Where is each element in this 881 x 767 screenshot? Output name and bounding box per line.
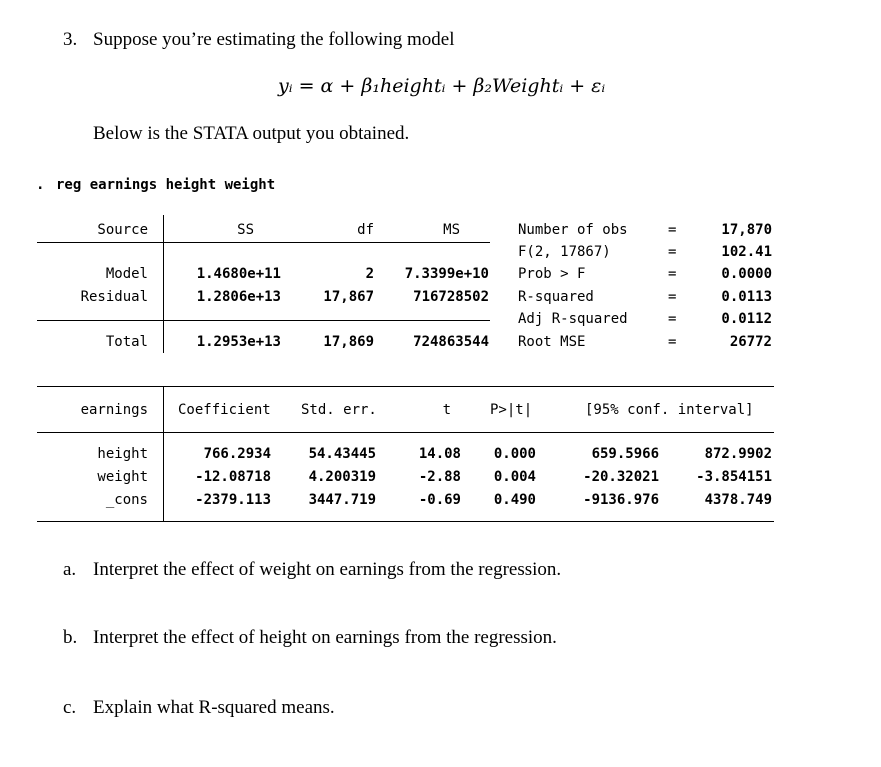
stat-equals: = <box>668 244 677 260</box>
coef-row-se: 54.43445 <box>308 446 376 462</box>
part-a-text: Interpret the effect of weight on earnings from the regression. <box>93 559 562 580</box>
stat-value: 0.0000 <box>721 266 772 282</box>
command-text: reg earnings height weight <box>56 177 276 193</box>
coef-row-p: 0.490 <box>493 492 536 508</box>
question-number: 3. <box>63 29 78 50</box>
coef-row-ci-upper: -3.854151 <box>696 469 772 485</box>
coef-header-ci: [95% conf. interval] <box>585 402 754 418</box>
coef-header-stderr: Std. err. <box>301 402 377 418</box>
coef-vertical-divider <box>163 386 164 522</box>
question-prompt: Suppose you’re estimating the following model <box>93 29 455 50</box>
anova-header-rule <box>37 242 490 243</box>
anova-row-ms: 724863544 <box>413 334 489 350</box>
coef-row-coef: -12.08718 <box>195 469 271 485</box>
anova-header-ms: MS <box>443 222 460 238</box>
stat-value: 0.0112 <box>721 311 772 327</box>
anova-row-ms: 7.3399e+10 <box>404 266 489 282</box>
anova-row-ss: 1.2953e+13 <box>196 334 281 350</box>
coef-row-ci-lower: 659.5966 <box>591 446 659 462</box>
part-c-text: Explain what R-squared means. <box>93 697 335 718</box>
stat-equals: = <box>668 311 677 327</box>
stat-label: Adj R-squared <box>518 311 628 327</box>
stat-equals: = <box>668 222 677 238</box>
stat-equals: = <box>668 266 677 282</box>
part-c-letter: c. <box>63 697 77 718</box>
stat-value: 102.41 <box>721 244 772 260</box>
coef-row-se: 4.200319 <box>308 469 376 485</box>
coef-row-t: 14.08 <box>418 446 461 462</box>
coef-row-var: _cons <box>105 492 148 508</box>
coef-row-ci-upper: 4378.749 <box>704 492 772 508</box>
anova-header-ss: SS <box>237 222 254 238</box>
anova-row-df: 17,867 <box>323 289 374 305</box>
question-intro: Below is the STATA output you obtained. <box>93 123 410 144</box>
coef-row-coef: 766.2934 <box>203 446 271 462</box>
anova-row-ss: 1.4680e+11 <box>196 266 281 282</box>
anova-row-source: Model <box>105 266 148 282</box>
coef-header-coefficient: Coefficient <box>178 402 271 418</box>
coef-row-p: 0.000 <box>493 446 536 462</box>
anova-total-rule <box>37 320 490 321</box>
coef-top-rule <box>37 386 774 387</box>
stat-label: R-squared <box>518 289 594 305</box>
anova-header-df: df <box>357 222 374 238</box>
anova-row-source: Residual <box>80 289 148 305</box>
coef-row-ci-upper: 872.9902 <box>704 446 772 462</box>
model-equation <box>278 75 605 97</box>
part-b-letter: b. <box>63 627 78 648</box>
coef-row-var: height <box>97 446 148 462</box>
stat-equals: = <box>668 334 677 350</box>
coef-header-p: P>|t| <box>490 402 533 418</box>
anova-vertical-divider <box>163 215 164 353</box>
stat-value: 0.0113 <box>721 289 772 305</box>
stat-label: Root MSE <box>518 334 586 350</box>
coef-row-p: 0.004 <box>493 469 536 485</box>
anova-row-ss: 1.2806e+13 <box>196 289 281 305</box>
stat-label: Prob > F <box>518 266 586 282</box>
stat-equals: = <box>668 289 677 305</box>
command-dot: . <box>36 177 45 193</box>
coef-header-rule <box>37 432 774 433</box>
stat-label: Number of obs <box>518 222 628 238</box>
part-a-letter: a. <box>63 559 77 580</box>
coef-row-ci-lower: -9136.976 <box>583 492 659 508</box>
coef-row-t: -0.69 <box>418 492 461 508</box>
coef-row-t: -2.88 <box>418 469 461 485</box>
coef-row-coef: -2379.113 <box>195 492 271 508</box>
anova-row-df: 17,869 <box>323 334 374 350</box>
model-equation-text: yᵢ = α + β₁heightᵢ + β₂Weightᵢ + εᵢ <box>278 75 606 97</box>
coef-bottom-rule <box>37 521 774 522</box>
coef-row-var: weight <box>97 469 148 485</box>
stat-value: 17,870 <box>721 222 772 238</box>
anova-row-df: 2 <box>365 266 374 282</box>
coef-header-depvar: earnings <box>80 402 148 418</box>
anova-row-ms: 716728502 <box>413 289 489 305</box>
anova-header-source: Source <box>97 222 148 238</box>
part-b-text: Interpret the effect of height on earnings from the regression. <box>93 627 557 648</box>
coef-row-se: 3447.719 <box>308 492 376 508</box>
coef-header-t: t <box>442 402 451 418</box>
stat-label: F(2, 17867) <box>518 244 611 260</box>
coef-row-ci-lower: -20.32021 <box>583 469 659 485</box>
anova-row-source: Total <box>105 334 148 350</box>
stat-value: 26772 <box>729 334 772 350</box>
